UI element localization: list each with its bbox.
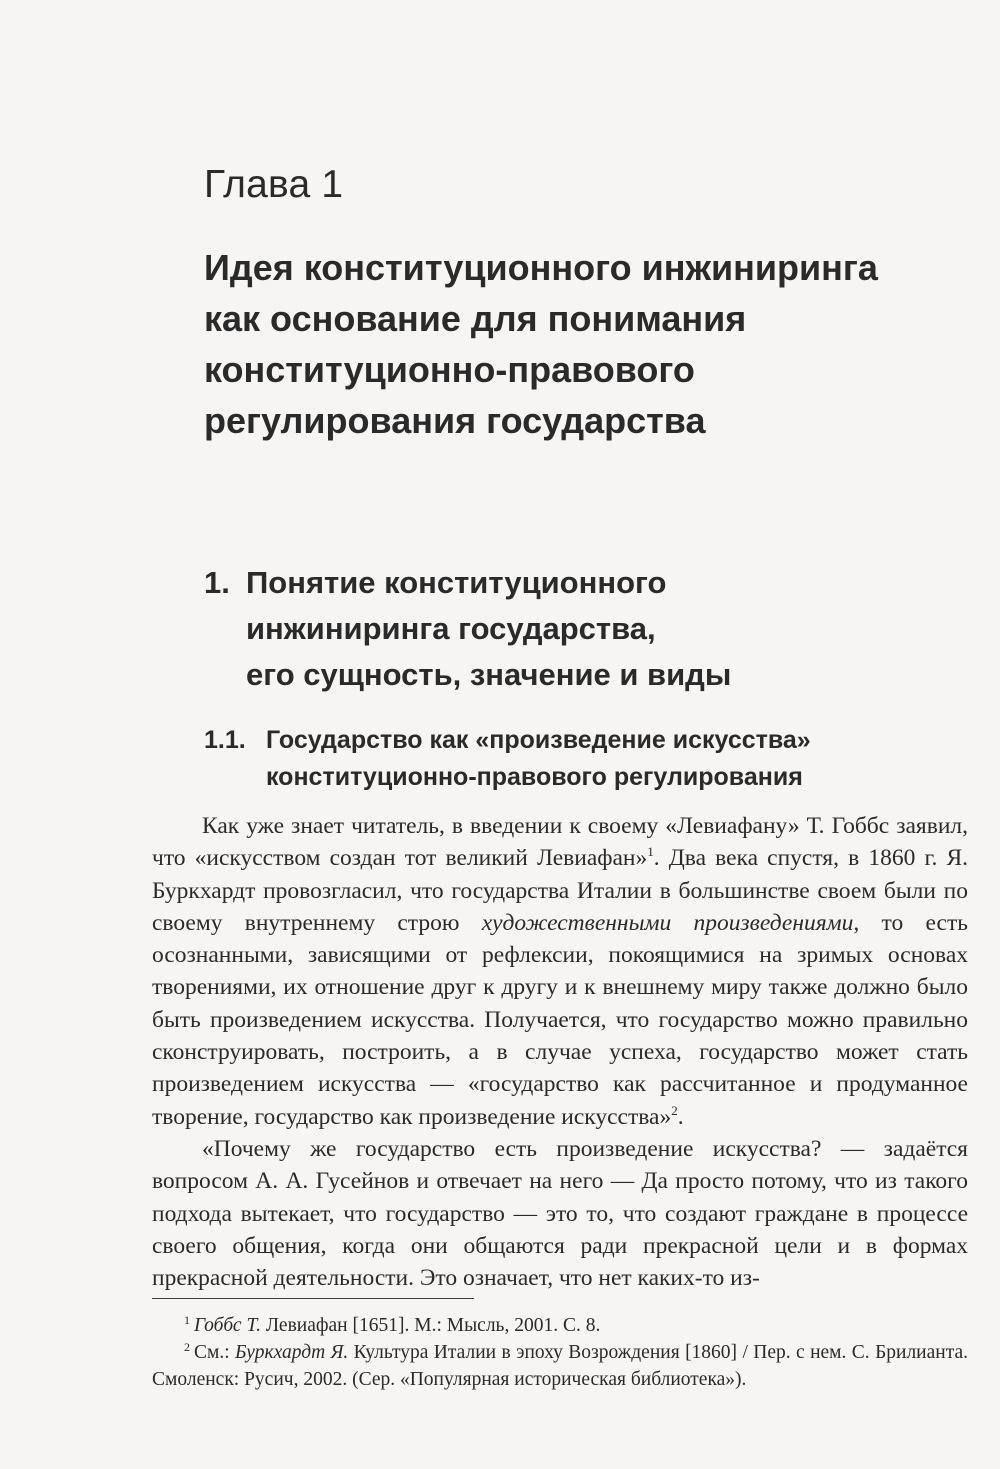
section-number: 1. (204, 565, 230, 600)
footnotes (152, 1312, 968, 1393)
footnote-ref[interactable]: 1 (647, 844, 654, 860)
chapter-title-line: как основание для понимания (204, 298, 747, 339)
footnote-mark: 1 (184, 1312, 190, 1327)
footnote-mark: 2 (184, 1339, 190, 1354)
chapter-title (204, 242, 924, 446)
chapter-title-line: Идея конституционного инжиниринга (204, 247, 878, 288)
chapter-label: Глава 1 (204, 163, 344, 206)
chapter-title-line: регулирования государства (204, 400, 706, 441)
section-title-line: инжиниринга государства, (246, 611, 656, 646)
subsection-title-line: Государство как «произведение искусства» (266, 726, 811, 754)
subsection-number: 1.1. (204, 726, 246, 754)
body-text (152, 810, 968, 1294)
section-title-line: Понятие конституционного (246, 565, 667, 600)
chapter-title-line: конституционно-правового (204, 349, 695, 390)
subsection-heading (204, 722, 924, 796)
subsection-title-line: конституционно-правового регулирования (266, 763, 803, 791)
footnote-ref[interactable]: 2 (671, 1102, 678, 1118)
section-heading (204, 560, 924, 698)
paragraph: «Почему же государство есть произведение искусства? — задаётся вопросом А. А. Гусейнов и отвечает на него — Да просто потому, что из такого подхода вытекает, что государство — это то, что создают граждане в процессе своего общения, когда они общаются ради прекрасной цели и в формах прекрасной деятельности. Это означает, что нет каких-то из- (152, 1135, 968, 1292)
section-title-line: его сущность, значение и виды (246, 657, 732, 692)
footnote: $^1$ Гоббс Т. Левиафан [1651]. М.: Мысль, 2001. С. 8. (184, 1312, 601, 1336)
emphasis: художественными произведениями (481, 909, 854, 936)
footnote: $^2$ См.: Буркхардт Я. Культура Италии в эпоху Возрождения [1860] / Пер. с нем. С. Брилианта. Смоленск: Русич, 2002. (Сер. «Популярная историческая библиотека»). (152, 1339, 969, 1390)
footnote-separator (152, 1298, 474, 1299)
footnote-author: Гоббс Т. (194, 1315, 261, 1336)
paragraph: Как уже знает читатель, в введении к своему «Левиафану» Т. Гоббс заявил, что «искусством создан тот великий Левиафан»$^1$. Два века спустя, в 1860 г. Я. Буркхардт провозгласил, что государства Италии в большинстве своем были по своему внутреннему строю художественными произведениями, то есть осознанными, зависящими от рефлексии, покоящимися на зримых основах творениями, их отношение друг к другу и к внешнему миру также должно было быть произведением искусства. Получается, что государство можно правильно сконструировать, построить, а в случае успеха, государство может стать произведением искусства — «государство как рассчитанное и продуманное творение, государство как произведение искусства»$^2$. (152, 813, 969, 1130)
footnote-author: Буркхардт Я. (235, 1342, 349, 1363)
